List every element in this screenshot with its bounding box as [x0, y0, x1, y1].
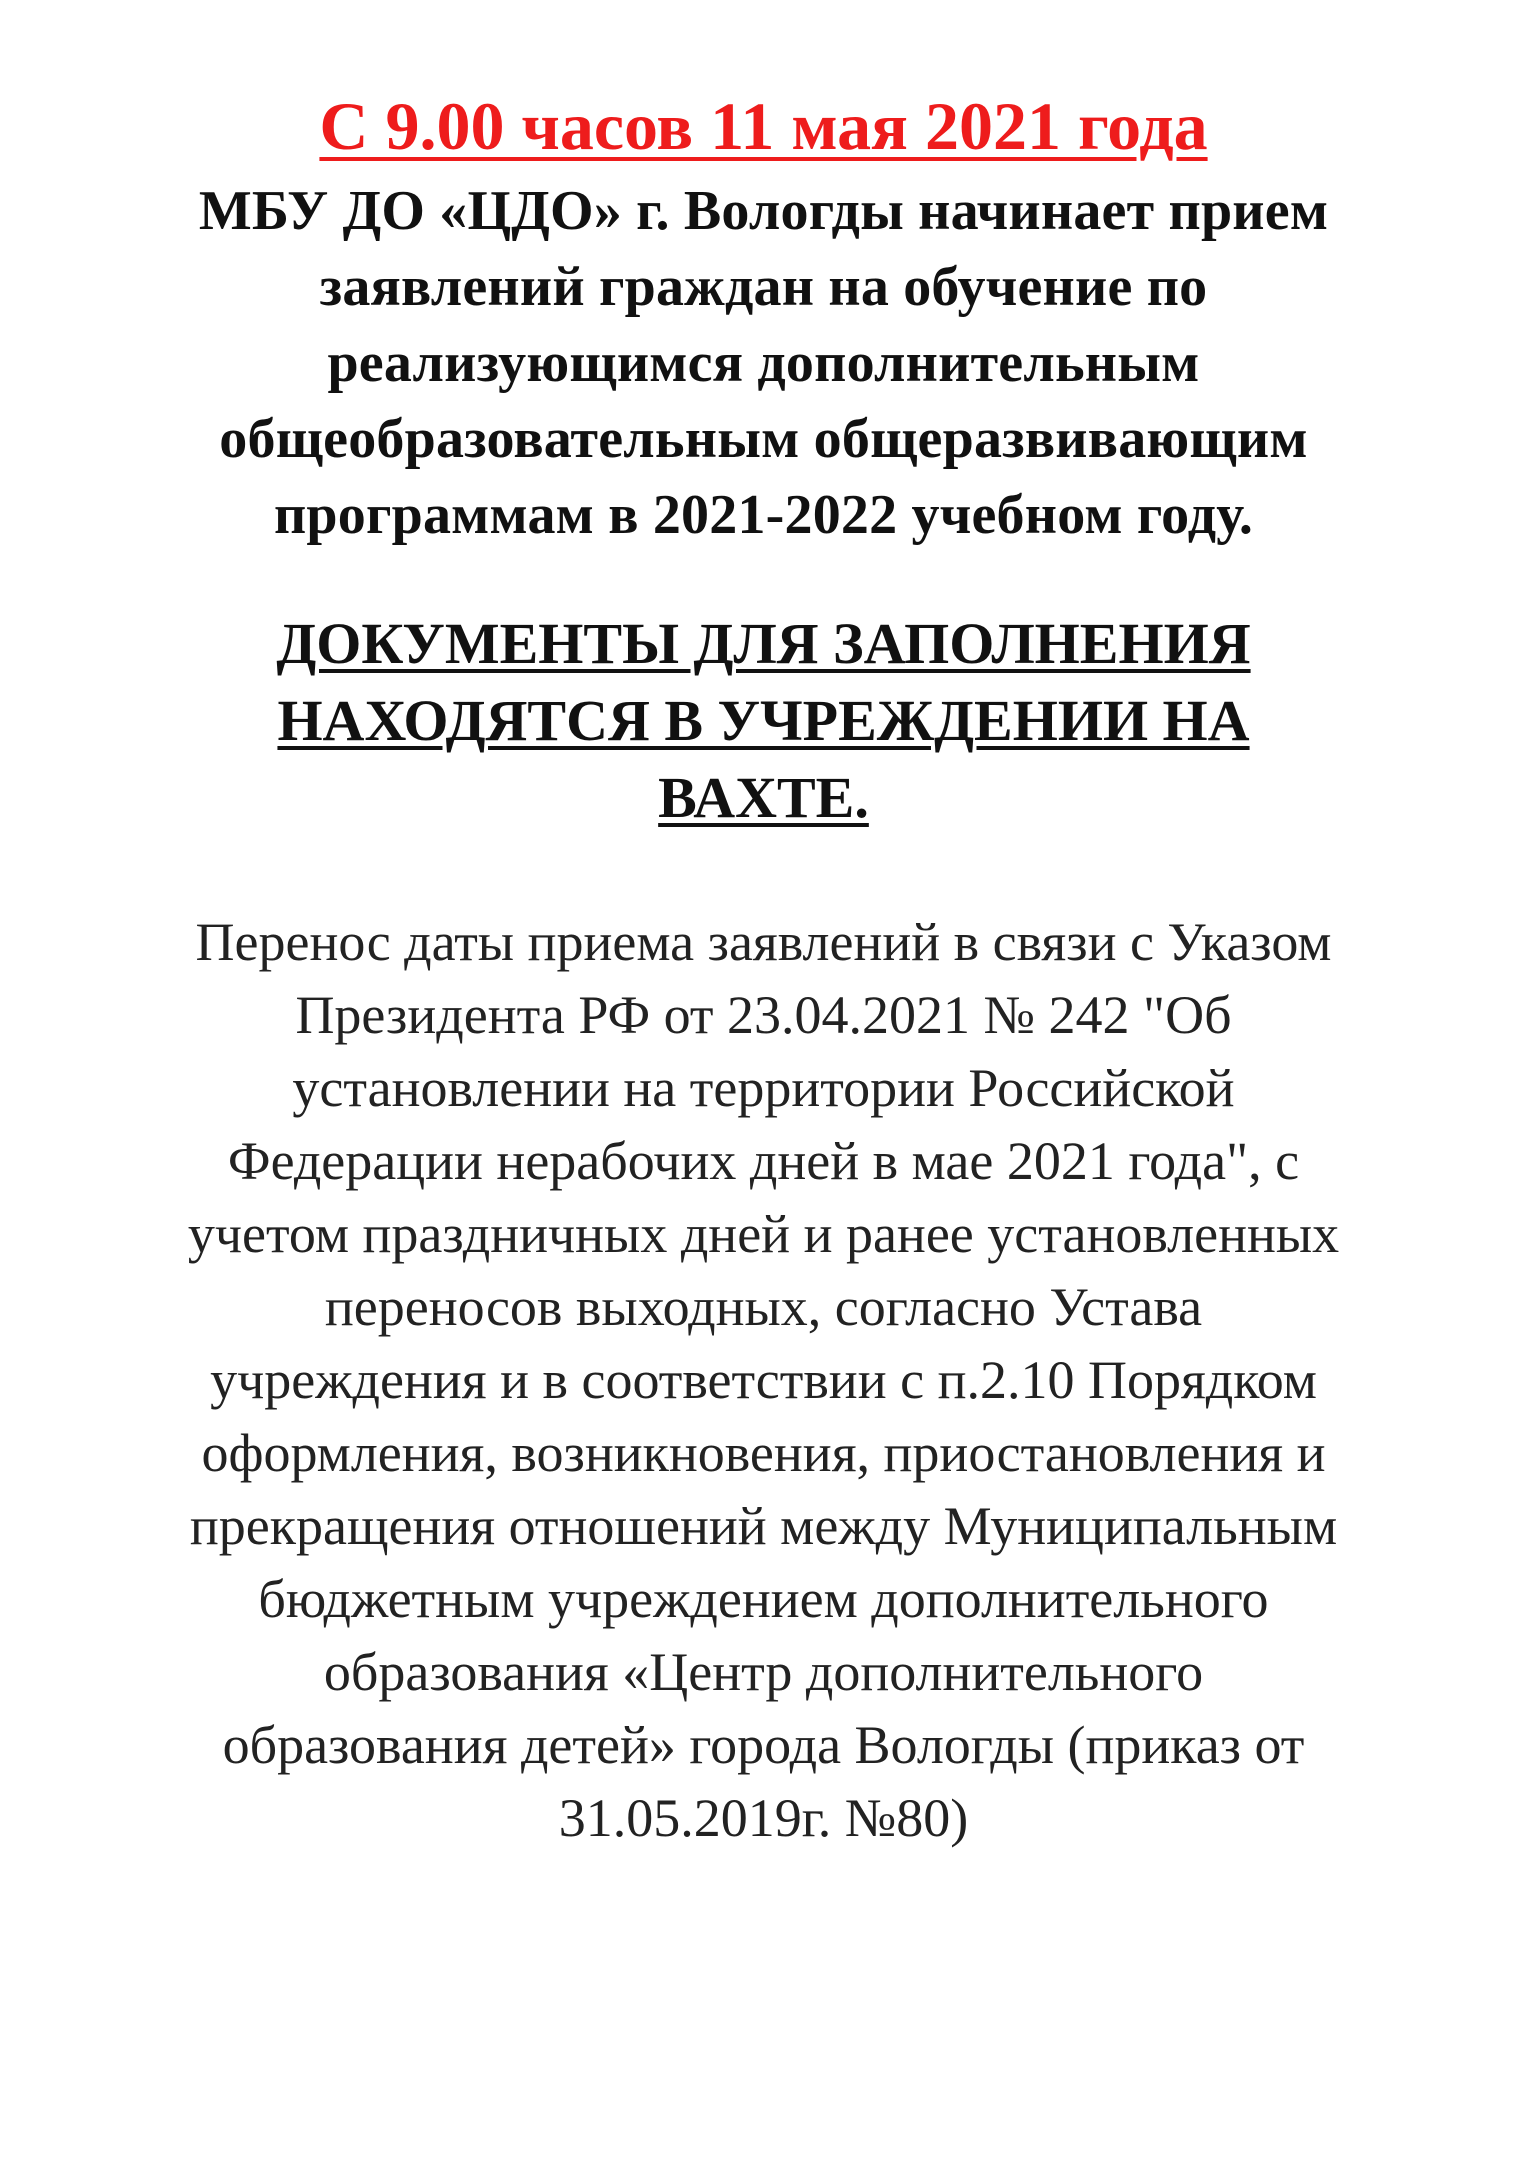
reschedule-line-11: образования «Центр дополнительного: [323, 1642, 1204, 1702]
reschedule-line-5: учетом праздничных дней и ранее установленных: [187, 1204, 1340, 1264]
documents-notice-line-3: ВАХТЕ.: [658, 765, 869, 830]
reschedule-line-8: оформления, возникновения, приостановления и: [201, 1423, 1326, 1483]
reschedule-line-6: переносов выходных, согласно Устава: [324, 1277, 1203, 1337]
reschedule-line-7: учреждения и в соответствии с п.2.10 Порядком: [210, 1350, 1317, 1410]
headline-date: С 9.00 часов 11 мая 2021 года: [319, 88, 1208, 164]
reschedule-line-10: бюджетным учреждением дополнительного: [258, 1569, 1269, 1629]
announcement-line-1: МБУ ДО «ЦДО» г. Вологды начинает прием: [198, 180, 1329, 242]
announcement-line-4: общеобразовательным общеразвивающим: [219, 408, 1308, 470]
reschedule-line-3: установлении на территории Российской: [292, 1058, 1235, 1118]
announcement-line-5: программам в 2021-2022 учебном году.: [273, 484, 1254, 546]
announcement-line-2: заявлений граждан на обучение по: [319, 256, 1208, 318]
documents-notice-line-1: ДОКУМЕНТЫ ДЛЯ ЗАПОЛНЕНИЯ: [276, 611, 1251, 676]
reschedule-line-12: образования детей» города Вологды (приказ от: [222, 1715, 1305, 1775]
reschedule-line-9: прекращения отношений между Муниципальным: [189, 1496, 1338, 1556]
announcement-line-3: реализующимся дополнительным: [327, 332, 1200, 394]
reschedule-line-2: Президента РФ от 23.04.2021 № 242 "Об: [295, 985, 1232, 1045]
reschedule-line-13: 31.05.2019г. №80): [558, 1788, 969, 1848]
documents-notice-line-2: НАХОДЯТСЯ В УЧРЕЖДЕНИИ НА: [277, 688, 1250, 753]
reschedule-line-4: Федерации нерабочих дней в мае 2021 года", с: [227, 1131, 1300, 1191]
reschedule-line-1: Перенос даты приема заявлений в связи с Указом: [195, 912, 1332, 972]
